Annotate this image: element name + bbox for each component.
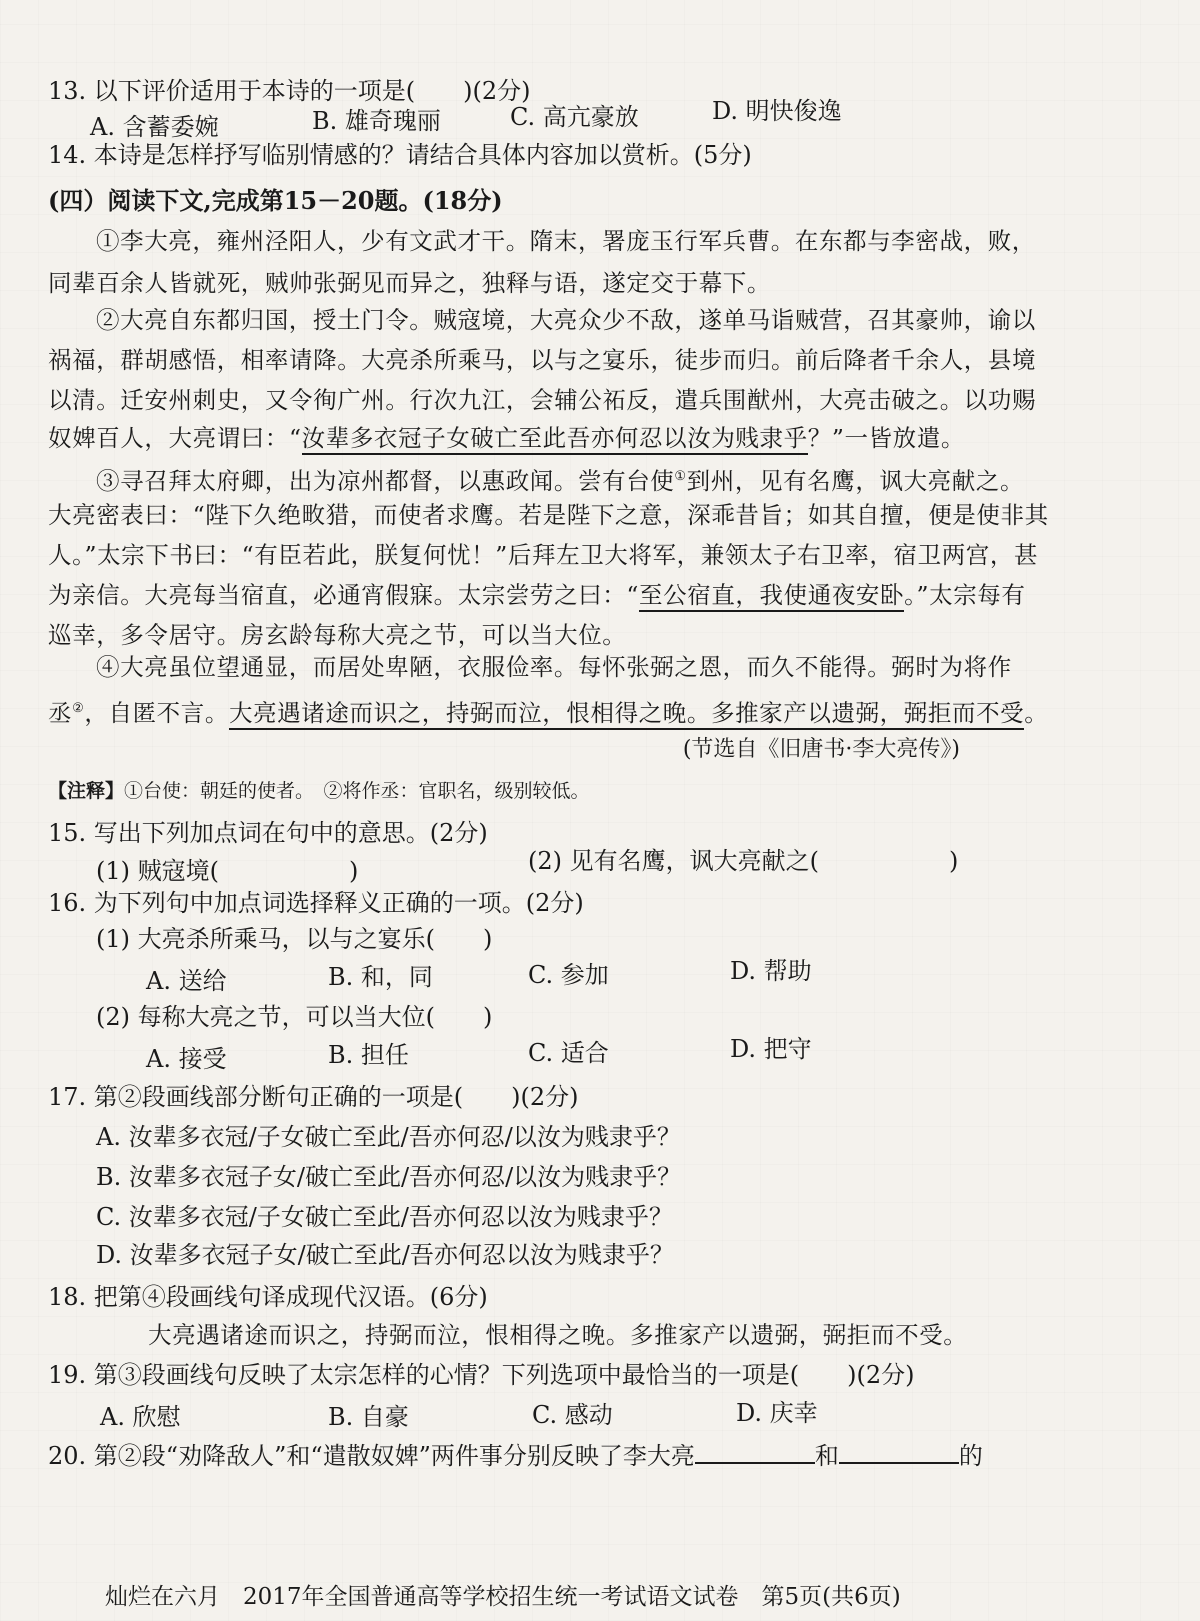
q20-stem-lead: 20. 第②段“劝降敌人”和“遣散奴婢”两件事分别反映了李大亮 (48, 1442, 695, 1470)
notes-label: 【注释】 (48, 780, 125, 802)
q16-sub1-option-c: C. 参加 (528, 961, 609, 989)
q16-stem: 16. 为下列句中加点词选择释义正确的一项。(2分) (48, 889, 584, 917)
q16-sub2: (2) 每称大亮之节，可以当大位( ) (96, 1003, 493, 1031)
passage-p3-line5: 巡幸，多令居守。房玄龄每称大亮之节，可以当大位。 (48, 621, 627, 649)
passage-p2-line4 (48, 423, 965, 453)
q17-option-c: C. 汝辈多衣冠/子女破亡至此/吾亦何忍以汝为贱隶乎？ (96, 1203, 673, 1231)
passage-p3-line4 (48, 580, 1026, 610)
notes (48, 776, 590, 806)
q15-stem: 15. 写出下列加点词在句中的意思。(2分) (48, 819, 488, 847)
q19-option-d: D. 庆幸 (736, 1399, 818, 1427)
q20-answer-blank-2[interactable] (839, 1440, 959, 1464)
q16-sub1: (1) 大亮杀所乘马，以与之宴乐( ) (96, 925, 493, 953)
passage-p4-line2 (48, 694, 1048, 728)
q16-sub2-option-a: A. 接受 (146, 1045, 227, 1073)
q19-option-c: C. 感动 (532, 1401, 613, 1429)
passage-p2-line1: ②大亮自东都归国，授土门令。贼寇境，大亮众少不敌，遂单马诣贼营，召其豪帅，谕以 (96, 306, 1036, 334)
q19-option-a: A. 欣慰 (100, 1403, 181, 1431)
passage-p3-line1 (96, 462, 1024, 496)
q13-option-b: B. 雄奇瑰丽 (312, 107, 441, 135)
q15-item2 (528, 846, 958, 876)
q14-stem: 14. 本诗是怎样抒写临别情感的？请结合具体内容加以赏析。(5分) (48, 141, 752, 169)
passage-p2-line3: 以清。迁安州刺史，又令徇广州。行次九江，会辅公祏反，遣兵围猷州，大亮击破之。以功赐 (48, 386, 1037, 414)
underlined-sentence-p4: 大亮遇诸途而识之，持弼而泣，恨相得之晚。多推家产以遗弼，弼拒而不受 (229, 699, 1024, 730)
q18-stem: 18. 把第④段画线句译成现代汉语。(6分) (48, 1283, 488, 1311)
page-footer: 灿烂在六月 2017年全国普通高等学校招生统一考试语文试卷 第5页(共6页) (105, 1584, 901, 1610)
underlined-sentence-p3: 至公宿直，我使通夜安卧 (639, 581, 904, 612)
passage-p4-line1: ④大亮虽位望通显，而居处卑陋，衣服俭率。每怀张弼之恩，而久不能得。弼时为将作 (96, 653, 1012, 681)
passage-p3-line3: 人。”太宗下书曰：“有臣若此，朕复何忧！”后拜左卫大将军，兼领太子右卫率，宿卫两宫，甚 (48, 541, 1039, 569)
passage-p4-line2-mid: ，自匿不言。 (84, 698, 229, 727)
q16-sub1-option-d: D. 帮助 (730, 957, 812, 985)
q15-item1-text: (1) 贼寇境( (96, 857, 219, 885)
passage-p2-line4-tail: ？”一皆放遣。 (807, 424, 965, 452)
passage-p3-line4-lead: 为亲信。大亮每当宿直，必通宵假寐。太宗尝劳之曰：“ (48, 581, 640, 609)
note-marker-2: ② (72, 701, 85, 716)
q15-item2-text: (2) 见有名鹰，讽大亮献之( (528, 847, 819, 875)
notes-text: ①台使：朝廷的使者。 ②将作丞：官职名，级别较低。 (124, 780, 590, 802)
q15-item2-close: ) (949, 847, 959, 875)
passage-p2-line4-lead: 奴婢百人，大亮谓曰：“ (48, 424, 302, 452)
q20-stem-and: 和 (814, 1442, 839, 1470)
passage-p3-line4-tail: 。”太宗每有 (904, 581, 1026, 609)
q20-answer-blank-1[interactable] (695, 1440, 815, 1464)
passage-p3-line1-lead: ③寻召拜太府卿，出为凉州都督，以惠政闻。尝有台使 (96, 466, 675, 495)
q16-sub2-option-b: B. 担任 (328, 1041, 409, 1069)
passage-p3-line1-tail: 到州，见有名鹰，讽大亮献之。 (686, 466, 1025, 495)
q17-option-d: D. 汝辈多衣冠子女/破亡至此/吾亦何忍以汝为贱隶乎？ (96, 1241, 674, 1269)
passage-p4-line2-lead: 丞 (48, 698, 73, 727)
passage-p4-line2-tail: 。 (1024, 698, 1049, 727)
q19-option-b: B. 自豪 (328, 1403, 409, 1431)
underlined-sentence-p2: 汝辈多衣冠子女破亡至此吾亦何忍以汝为贱隶乎 (302, 424, 808, 455)
passage-p1-line2: 同辈百余人皆就死，贼帅张弼见而异之，独释与语，遂定交于幕下。 (48, 269, 771, 297)
q16-sub1-option-b: B. 和，同 (328, 963, 433, 991)
q15-item1 (96, 856, 358, 886)
q16-sub2-option-c: C. 适合 (528, 1039, 609, 1067)
q17-option-b: B. 汝辈多衣冠子女/破亡至此/吾亦何忍/以汝为贱隶乎？ (96, 1163, 682, 1191)
q16-sub1-option-a: A. 送给 (146, 967, 227, 995)
section4-heading: (四）阅读下文,完成第15－20题。(18分) (48, 186, 503, 215)
q13-stem: 13. 以下评价适用于本诗的一项是( )(2分) (48, 77, 531, 105)
q20-stem (48, 1440, 983, 1471)
q18-sentence: 大亮遇诸途而识之，持弼而泣，恨相得之晚。多推家产以遗弼，弼拒而不受。 (148, 1321, 968, 1349)
q19-stem: 19. 第③段画线句反映了太宗怎样的心情？下列选项中最恰当的一项是( )(2分) (48, 1361, 915, 1389)
q16-sub2-option-d: D. 把守 (730, 1035, 812, 1063)
q13-option-d: D. 明快俊逸 (712, 97, 842, 125)
q13-option-c: C. 高亢豪放 (510, 103, 639, 131)
passage-p3-line2: 大亮密表曰：“陛下久绝畋猎，而使者求鹰。若是陛下之意，深乖昔旨；如其自擅，便是使非其 (48, 501, 1049, 529)
q17-stem: 17. 第②段画线部分断句正确的一项是( )(2分) (48, 1083, 579, 1111)
q15-item1-close: ) (349, 857, 359, 885)
passage-source: (节选自《旧唐书·李大亮传》) (682, 737, 960, 762)
passage-p2-line2: 祸福，群胡感悟，相率请降。大亮杀所乘马，以与之宴乐，徒步而归。前后降者千余人，县境 (48, 346, 1037, 374)
q20-stem-tail: 的 (958, 1442, 983, 1470)
q17-option-a: A. 汝辈多衣冠/子女破亡至此/吾亦何忍/以汝为贱隶乎？ (96, 1123, 681, 1151)
q13-option-a: A. 含蓄委婉 (90, 113, 219, 141)
note-marker-1: ① (674, 469, 687, 484)
passage-p1-line1: ①李大亮，雍州泾阳人，少有文武才干。隋末，署庞玉行军兵曹。在东都与李密战，败， (96, 227, 1036, 255)
